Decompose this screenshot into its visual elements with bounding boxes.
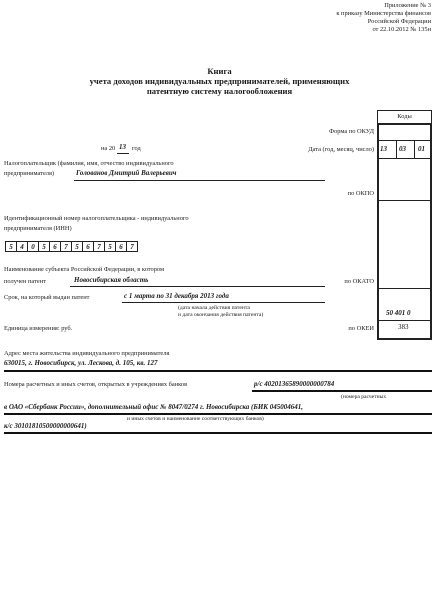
okud-label: Форма по ОКУД (329, 128, 374, 135)
title-line-1: Книга (207, 66, 232, 76)
inn-digit: 7 (93, 241, 105, 252)
okato-label: по ОКАТО (344, 278, 374, 285)
codes-header-box (377, 110, 432, 124)
codes-header: Коды (397, 113, 412, 120)
inn-digit: 7 (126, 241, 138, 252)
accounts-label: Номера расчетных и иных счетов, открытых в учреждениях банков (4, 381, 188, 388)
appendix-line-1: Приложение № 3 (384, 2, 431, 9)
taxpayer-name: Голованов Дмитрий Валерьевич (76, 169, 177, 177)
date-month: 03 (399, 145, 406, 153)
correspondent-account: к/с 30101810500000000641) (4, 422, 87, 430)
inn-digit: 5 (71, 241, 83, 252)
appendix-line-2: к приказу Министерства финансов (336, 10, 431, 17)
term-label: Срок, на который выдан патент (4, 294, 90, 301)
okato-value: 50 401 0 (386, 309, 411, 317)
title-line-3: патентную систему налогообложения (146, 86, 293, 96)
inn-digit: 7 (60, 241, 72, 252)
inn-digit: 4 (16, 241, 28, 252)
term-value: с 1 марта по 31 декабря 2013 года (124, 292, 229, 300)
taxpayer-label-2: предпринимателя) (4, 170, 55, 177)
appendix-line-4: от 22.10.2012 № 135н (372, 26, 431, 33)
unit-label: Единица измерения: руб. (4, 325, 73, 332)
inn-digit: 5 (5, 241, 17, 252)
inn-digit: 5 (38, 241, 50, 252)
date-day: 01 (418, 145, 425, 153)
year-value: 13 (119, 143, 126, 151)
bank-name: в ОАО «Сбербанк России», дополнительный офис № 8047/0274 г. Новосибирска (БИК 045004641, (4, 403, 304, 411)
okpo-label: по ОКПО (347, 190, 374, 197)
region-label-2: получен патент (4, 278, 46, 285)
accounts-hint-1: (номера расчетных (341, 394, 387, 400)
date-year: 13 (380, 145, 387, 153)
term-hint-2: и дата окончания действия патента) (178, 312, 264, 318)
okei-label: по ОКЕИ (348, 325, 374, 332)
title-line-2: учета доходов индивидуальных предпринимателей, применяющих (89, 76, 350, 86)
inn-digit: 6 (115, 241, 127, 252)
region-value: Новосибирская область (74, 276, 149, 284)
year-prefix: на 20 (101, 145, 116, 152)
inn-digit: 0 (27, 241, 39, 252)
address-value: 630015, г. Новосибирск, ул. Лескова, д. 105, кв. 127 (4, 359, 158, 367)
okei-value: 383 (398, 323, 409, 331)
year-suffix: год (132, 145, 141, 152)
inn-label-1: Идентификационный номер налогоплательщика - индивидуального (4, 215, 189, 222)
date-label: Дата (год, месяц, число) (308, 146, 374, 153)
account-number: р/с 40201365890000000784 (254, 380, 335, 388)
inn-digit: 6 (82, 241, 94, 252)
address-label: Адрес места жительства индивидуального предпринимателя (4, 350, 170, 357)
region-label-1: Наименование субъекта Российской Федерации, в котором (4, 266, 165, 273)
appendix-line-3: Российской Федерации (367, 18, 431, 25)
inn-label-2: предпринимателя (ИНН) (4, 225, 72, 232)
document-title (0, 66, 439, 96)
inn-digit: 5 (104, 241, 116, 252)
inn-digit: 6 (49, 241, 61, 252)
codes-column (377, 123, 432, 340)
taxpayer-label-1: Налогоплательщик (фамилия, имя, отчество индивидуального (4, 160, 174, 167)
appendix-note (336, 2, 431, 34)
inn-cells (5, 241, 137, 252)
term-hint-1: (дата начала действия патента (178, 305, 250, 311)
accounts-hint-2: и иных счетов и наименование соответствующих банков) (127, 416, 264, 422)
